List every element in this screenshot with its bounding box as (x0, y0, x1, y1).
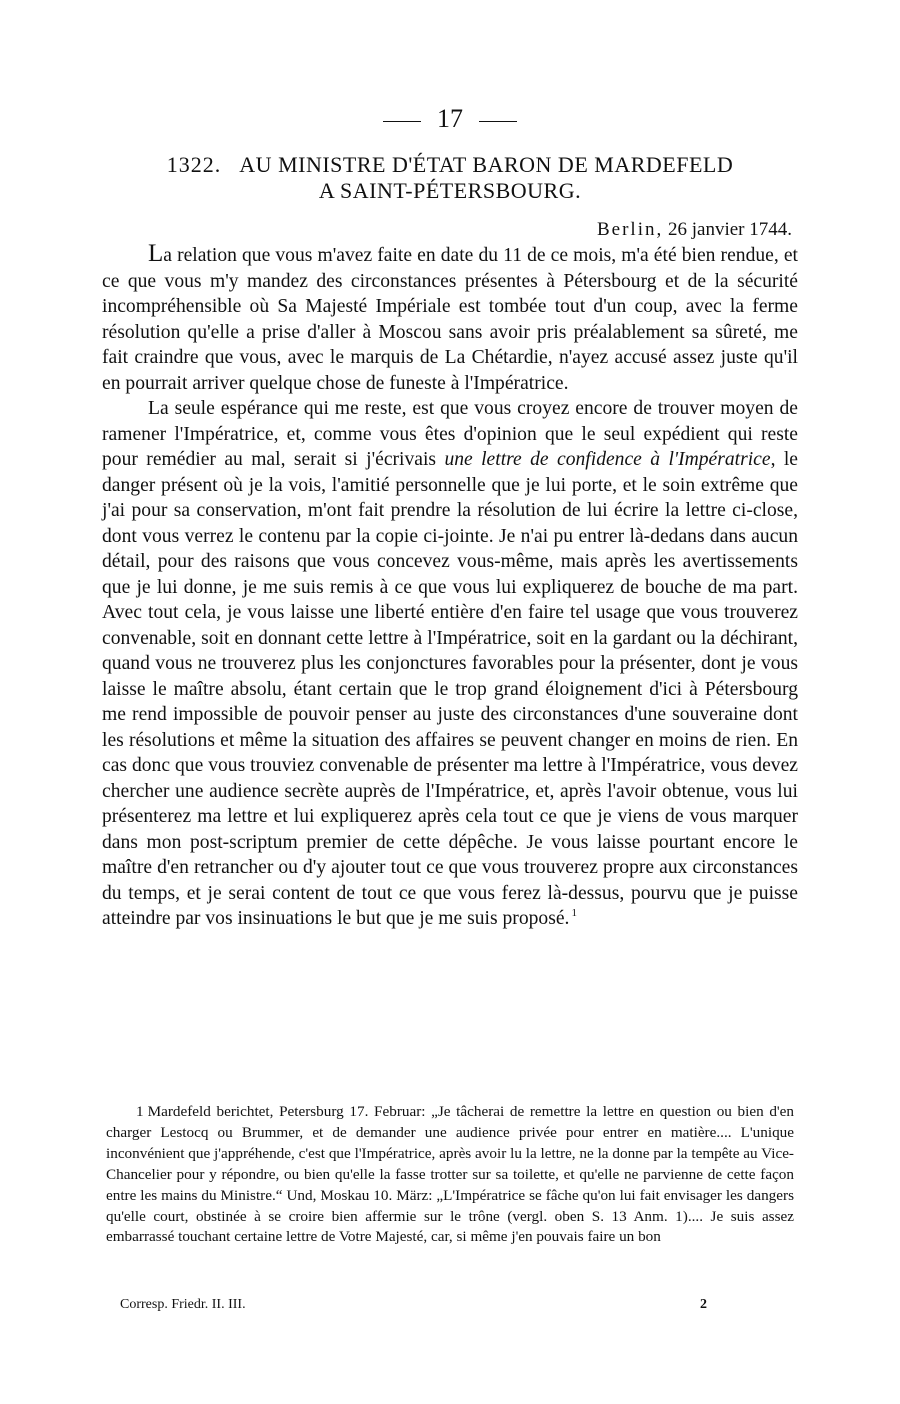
footnote-text: Mardefeld berichtet, Petersburg 17. Februar: „Je tâcherai de remettre la lettre en question ou bien d'en charger Lestocq ou Brummer, et de demander une audience privée pour entrer en matière.... L'unique inconvénient que j'appréhende, c'est que l'Impératrice, après avoir lu la lettre, ne la donne par la tempête au Vice-Chancelier pour y répondre, ou bien qu'elle la fasse trotter sur sa toilette, et qu'elle ne parvienne de cette façon entre les mains du Ministre.“ Und, Moskau 10. März: „L'Impératrice se fâche qu'on lui fait envisager les dangers qu'elle court, obstinée à se croire bien affermie sur le trône (vergl. oben S. 13 Anm. 1).... Je suis assez embarrassé touchant certaine lettre de Votre Majesté, car, si même j'en pouvais faire un bon (106, 1103, 794, 1246)
page-number (0, 104, 900, 134)
sheet-number: 2 (700, 1297, 707, 1312)
letter-number: 1322. (166, 152, 222, 177)
dateline (597, 218, 792, 242)
heading-line-1 (100, 152, 800, 178)
heading-title-1: AU MINISTRE D'ÉTAT BARON DE MARDEFELD (239, 152, 734, 177)
letter-body (102, 241, 798, 932)
footnote-number: 1 (136, 1103, 144, 1120)
page-number-text: 17 (437, 104, 463, 133)
paragraph-2-part-a: La seule espérance qui me reste, est que vous croyez encore de trouver moyen de ramener l'Impératrice, et, comme vous êtes d'opinion que le seul expédient qui reste pour remédier au mal, serait si j'écrivais (102, 398, 798, 470)
paragraph-2-part-b: , le danger présent où je la vois, l'amitié personnelle que je lui porte, et le soin extrême que j'ai pour sa conservation, m'ont fait prendre la résolution de lui écrire la lettre ci-close, dont vous verrez le contenu par la copie ci-jointe. Je n'ai pu entrer là-dedans dans aucun détail, pour des raisons que vous concevez vous-même, mais après les avertissements que je lui donne, je me suis remis à ce que vous lui expliquerez de bouche de ma part. Avec tout cela, je vous laisse une liberté entière d'en faire tel usage que vous trouverez convenable, soit en donnant cette lettre à l'Impératrice, soit en la gardant ou la déchirant, quand vous ne trouverez plus les conjonctures favorables pour la présenter, dont je vous laisse le maître absolu, étant certain que le trop grand éloignement d'ici à Pétersbourg me rend impossible de pouvoir penser au juste des circonstances d'une souveraine dont les résolutions et même la situation des affaires se peuvent changer en moins de rien. En cas donc que vous trouviez convenable de présenter ma lettre à l'Impératrice, vous devez chercher une audience secrète auprès de l'Impératrice, et, après l'avoir obtenue, vous lui présenterez ma lettre et lui expliquerez après cela tout ce que je viens de vous marquer dans mon post-scriptum premier de cette dépêche. Je vous laisse pourtant encore le maître d'en retrancher ou d'y ajouter tout ce que vous trouverez propre aux circonstances du temps, et je serai content de tout ce que vous ferez là-dessus, pourvu que je puisse atteindre par vos insinuations le but que je me suis proposé. (102, 449, 799, 929)
letter-heading (100, 152, 800, 204)
footnote (106, 1102, 794, 1248)
dash-right (479, 121, 517, 122)
heading-line-2: A SAINT-PÉTERSBOURG. (318, 178, 582, 203)
paragraph-2 (102, 396, 798, 932)
dateline-date: 26 janvier 1744. (667, 219, 792, 240)
paragraph-1: La relation que vous m'avez faite en date du 11 de ce mois, m'a été bien rendue, et ce que vous m'y mandez des circonstances présentes à Pétersbourg et de la sécurité incompréhensible où Sa Majesté Impériale est tombée tout d'un coup, avec la ferme résolution qu'elle a prise d'aller à Moscou sans avoir pris préalablement sa sûreté, me fait craindre que vous, avec le marquis de La Chétardie, n'ayez accusé assez juste qu'il en pourrait arriver quelque chose de funeste à l'Impératrice. (102, 240, 798, 394)
signature-line: Corresp. Friedr. II. III. (120, 1297, 246, 1312)
dateline-place: Berlin, (596, 219, 664, 240)
footnote-reference: 1 (571, 907, 577, 920)
dash-left (383, 121, 421, 122)
paragraph-2-italic: une lettre de confidence à l'Impératrice (444, 449, 771, 470)
footnote-paragraph (106, 1102, 794, 1248)
